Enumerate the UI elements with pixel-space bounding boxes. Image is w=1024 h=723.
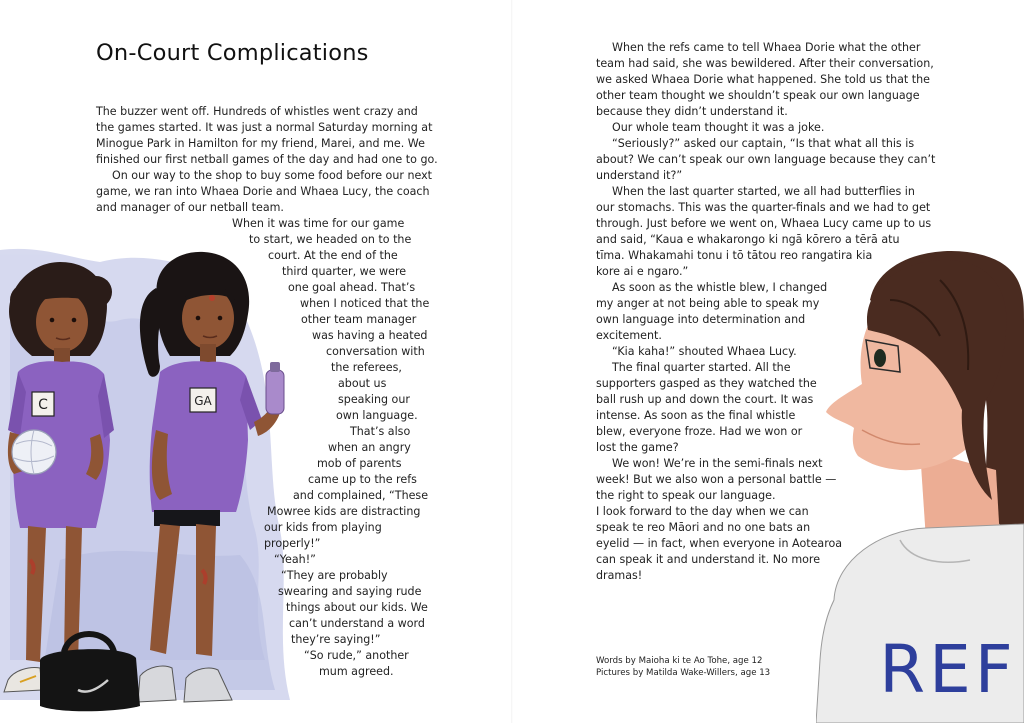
story-line: I look forward to the day when we can xyxy=(596,505,809,518)
story-line: Minogue Park in Hamilton for my friend, Marei, and me. We xyxy=(96,137,425,150)
story-line: other team thought we shouldn’t speak our own language xyxy=(596,89,920,102)
story-line: The buzzer went off. Hundreds of whistles went crazy and xyxy=(96,105,418,118)
story-line: the referees, xyxy=(331,361,402,374)
story-line: When the refs came to tell Whaea Dorie what the other xyxy=(612,41,921,54)
bib-label-ga: GA xyxy=(194,394,212,408)
story-line: swearing and saying rude xyxy=(278,585,422,598)
story-line: things about our kids. We xyxy=(286,601,428,614)
story-line: When the last quarter started, we all had butterflies in xyxy=(612,185,915,198)
story-title: On-Court Complications xyxy=(96,40,369,66)
story-line: and manager of our netball team. xyxy=(96,201,284,214)
author-credit: Words by Maioha ki te Ao Tohe, age 12 xyxy=(596,656,763,666)
story-line: the right to speak our language. xyxy=(596,489,776,502)
story-line: Our whole team thought it was a joke. xyxy=(612,121,825,134)
story-line: came up to the refs xyxy=(308,473,417,486)
story-line: “Kia kaha!” shouted Whaea Lucy. xyxy=(612,345,797,358)
story-line: when I noticed that the xyxy=(300,297,430,310)
page-gutter xyxy=(511,0,513,723)
story-line: our stomachs. This was the quarter-finals and we had to get xyxy=(596,201,931,214)
story-line: they’re saying!” xyxy=(291,633,381,646)
story-line: and complained, “These xyxy=(293,489,429,502)
story-line: dramas! xyxy=(596,569,643,582)
story-line: own language. xyxy=(336,409,418,422)
story-line: was having a heated xyxy=(312,329,428,342)
story-line: can speak it and understand it. No more xyxy=(596,553,821,566)
story-line: understand it?” xyxy=(596,169,683,182)
story-line: As soon as the whistle blew, I changed xyxy=(612,281,828,294)
story-line: “Seriously?” asked our captain, “Is that what all this is xyxy=(612,137,915,150)
story-line: On our way to the shop to buy some food before our next xyxy=(112,169,433,182)
story-line: mum agreed. xyxy=(319,665,394,678)
story-line: to start, we headed on to the xyxy=(249,233,412,246)
story-line: “So rude,” another xyxy=(304,649,409,662)
story-line: properly!” xyxy=(264,537,321,550)
story-line: can’t understand a word xyxy=(289,617,425,630)
story-line: through. Just before we went on, Whaea Lucy came up to us xyxy=(596,217,932,230)
story-line: intense. As soon as the final whistle xyxy=(596,409,796,422)
ref-shirt-lettering: REF xyxy=(879,631,1017,708)
story-line: week! But we also won a personal battle — xyxy=(596,473,837,486)
story-line: one goal ahead. That’s xyxy=(288,281,416,294)
story-line: That’s also xyxy=(350,425,411,438)
story-line: excitement. xyxy=(596,329,662,342)
referee-illustration xyxy=(816,244,1024,723)
story-line: we asked Whaea Dorie what happened. She told us that the xyxy=(596,73,930,86)
story-line: other team manager xyxy=(301,313,417,326)
story-line: the games started. It was just a normal Saturday morning at xyxy=(96,121,433,134)
story-line: third quarter, we were xyxy=(282,265,407,278)
story-line: because they didn’t understand it. xyxy=(596,105,788,118)
story-line: ball rush up and down the court. It was xyxy=(596,393,814,406)
story-line: eyelid — in fact, when everyone in Aotearoa xyxy=(596,537,843,550)
story-line: conversation with xyxy=(326,345,425,358)
story-line: “Yeah!” xyxy=(274,553,316,566)
story-line: kore ai e ngaro.” xyxy=(596,265,689,278)
story-line: supporters gasped as they watched the xyxy=(596,377,817,390)
story-line: when an angry xyxy=(328,441,411,454)
story-line: “They are probably xyxy=(281,569,388,582)
netball-players-illustration xyxy=(0,240,300,723)
story-line: When it was time for our game xyxy=(232,217,405,230)
story-line: our kids from playing xyxy=(264,521,382,534)
story-line: own language into determination and xyxy=(596,313,806,326)
bib-label-c: C xyxy=(38,397,48,413)
story-line: mob of parents xyxy=(317,457,402,470)
story-line: about? We can’t speak our own language because they can’t xyxy=(596,153,936,166)
story-line: game, we ran into Whaea Dorie and Whaea Lucy, the coach xyxy=(96,185,430,198)
story-line: my anger at not being able to speak my xyxy=(596,297,820,310)
story-line: finished our first netball games of the day and had one to go. xyxy=(96,153,438,166)
story-line: speaking our xyxy=(338,393,410,406)
story-line: Mowree kids are distracting xyxy=(267,505,421,518)
story-line: and said, “Kaua e whakarongo ki ngā kōrero a tērā atu xyxy=(596,233,900,246)
story-line: The final quarter started. All the xyxy=(612,361,791,374)
story-line: blew, everyone froze. Had we won or xyxy=(596,425,803,438)
story-line: We won! We’re in the semi-finals next xyxy=(612,457,823,470)
story-line: speak te reo Māori and no one bats an xyxy=(596,521,811,534)
story-line: about us xyxy=(338,377,387,390)
story-line: lost the game? xyxy=(596,441,679,454)
story-line: tīma. Whakamahi tonu i tō tātou reo rangatira kia xyxy=(596,249,873,262)
story-line: team had said, she was bewildered. After their conversation, xyxy=(596,57,934,70)
illustrator-credit: Pictures by Matilda Wake-Willers, age 13 xyxy=(596,668,771,678)
story-line: court. At the end of the xyxy=(268,249,398,262)
